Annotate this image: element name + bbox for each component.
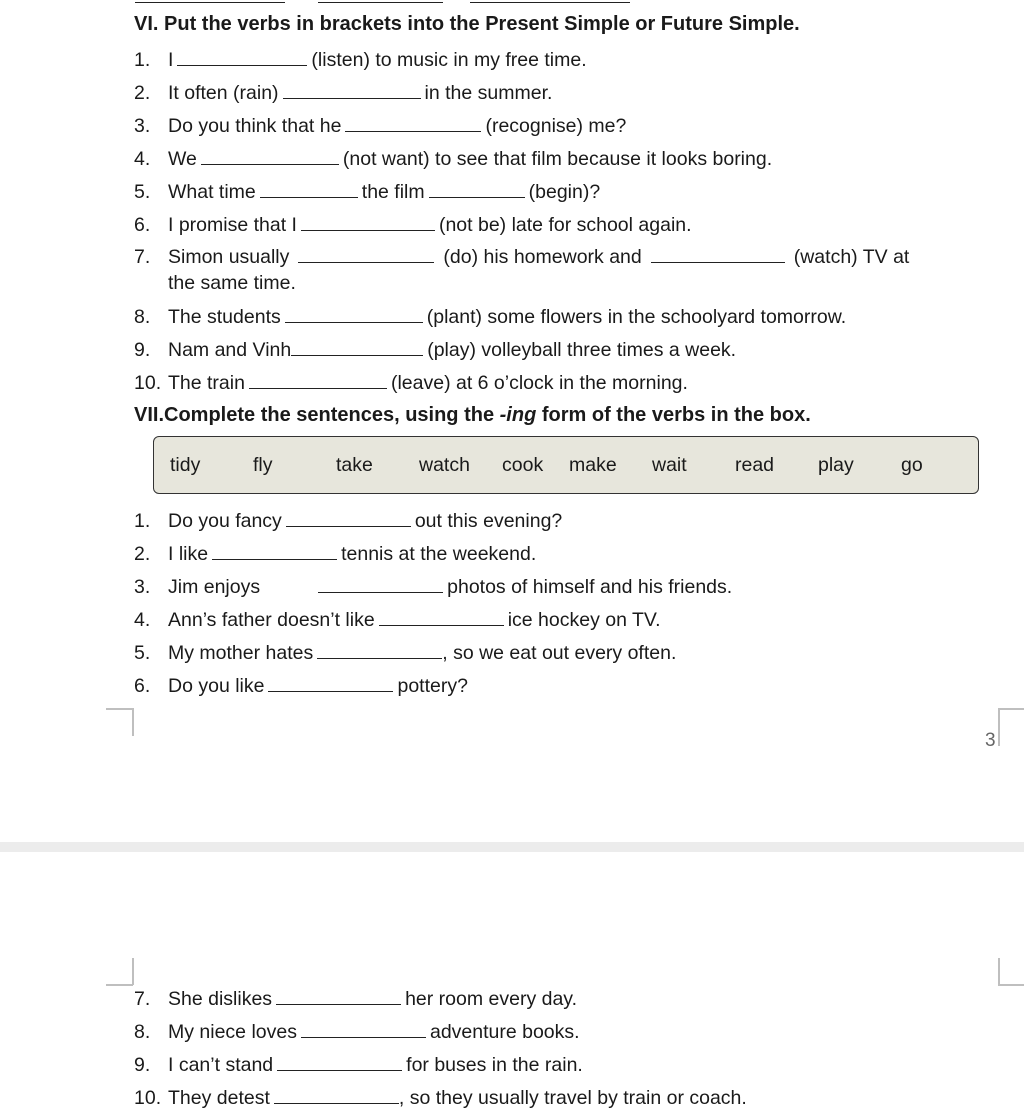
answer-blank[interactable] — [285, 308, 423, 323]
item-text: , so they usually travel by train or coach. — [398, 1087, 747, 1109]
item-text: My mother hates — [168, 642, 314, 664]
item-number: 9. — [134, 339, 151, 361]
item-text: It often (rain) — [168, 82, 279, 104]
heading-text: form of the verbs in the box. — [536, 404, 811, 426]
answer-blank[interactable] — [298, 248, 434, 263]
item-text: Do you like — [168, 675, 265, 697]
exercise-7-item-1 — [134, 509, 562, 533]
answer-blank[interactable] — [301, 1023, 426, 1038]
item-number: 4. — [134, 609, 151, 631]
box-word: make — [569, 454, 617, 476]
exercise-6-item-4 — [134, 147, 772, 171]
answer-blank[interactable] — [268, 677, 393, 692]
exercise-6-item-7 — [134, 245, 1004, 269]
item-text: What time — [168, 181, 256, 203]
page-break — [0, 842, 1024, 852]
exercise-7-item-4 — [134, 608, 661, 632]
margin-corner-mark — [132, 708, 134, 736]
exercise-7-item-9 — [134, 1053, 583, 1077]
margin-corner-mark — [998, 708, 1024, 710]
item-text: I — [168, 49, 174, 71]
item-text: They detest — [168, 1087, 270, 1109]
item-text: (plant) some flowers in the schoolyard tomorrow. — [426, 306, 847, 328]
verb-box — [153, 436, 979, 494]
exercise-6-item-9 — [134, 338, 736, 362]
item-text: in the summer. — [424, 82, 553, 104]
answer-blank[interactable] — [651, 248, 785, 263]
item-number: 1. — [134, 49, 151, 71]
heading-text: VII.Complete the sentences, using the — [134, 404, 500, 426]
item-text: ice hockey on TV. — [507, 609, 661, 631]
item-text: We — [168, 148, 197, 170]
item-number: 8. — [134, 306, 151, 328]
answer-blank[interactable] — [212, 545, 337, 560]
exercise-7-item-6 — [134, 674, 468, 698]
margin-corner-mark — [132, 958, 134, 985]
item-text: , so we eat out every often. — [442, 642, 677, 664]
exercise-7-item-5 — [134, 641, 676, 665]
item-text: (play) volleyball three times a week. — [427, 339, 737, 361]
answer-blank[interactable] — [429, 183, 525, 198]
answer-blank[interactable] — [201, 150, 339, 165]
item-text: the film — [361, 181, 425, 203]
answer-blank[interactable] — [283, 84, 421, 99]
answer-blank[interactable] — [379, 611, 504, 626]
box-word: play — [818, 454, 854, 476]
exercise-7-item-10 — [134, 1086, 747, 1110]
item-number: 10. — [134, 372, 162, 394]
item-text: The students — [168, 306, 281, 328]
answer-blank[interactable] — [276, 990, 401, 1005]
answer-blank[interactable] — [260, 183, 358, 198]
item-number: 10. — [134, 1087, 162, 1109]
item-number: 8. — [134, 1021, 151, 1043]
item-text: (do) his homework and — [443, 246, 642, 268]
box-word: go — [901, 454, 923, 476]
cut-off-line — [470, 0, 630, 3]
item-text: Do you think that he — [168, 115, 342, 137]
exercise-6-item-2 — [134, 81, 552, 105]
exercise-7-item-7 — [134, 987, 577, 1011]
exercise-7-item-2 — [134, 542, 536, 566]
item-number: 6. — [134, 675, 151, 697]
exercise-6-item-1 — [134, 48, 587, 72]
item-text: Jim enjoys — [168, 576, 261, 598]
item-text: (listen) to music in my free time. — [311, 49, 587, 71]
answer-blank[interactable] — [274, 1089, 399, 1104]
answer-blank[interactable] — [317, 644, 442, 659]
answer-blank[interactable] — [249, 374, 387, 389]
item-text: Nam and Vinh — [168, 339, 292, 361]
item-text: out this evening? — [414, 510, 563, 532]
exercise-6-item-7-continued: the same time. — [168, 272, 296, 294]
item-number: 5. — [134, 642, 151, 664]
margin-corner-mark — [998, 708, 1000, 746]
exercise-6-item-6 — [134, 213, 692, 237]
box-word: take — [336, 454, 373, 476]
item-text: I can’t stand — [168, 1054, 274, 1076]
box-word: read — [735, 454, 775, 476]
item-text: (not be) late for school again. — [438, 214, 692, 236]
item-number: 2. — [134, 543, 151, 565]
item-number: 4. — [134, 148, 151, 170]
answer-blank[interactable] — [345, 117, 481, 132]
section-6-heading: VI. Put the verbs in brackets into the Present Simple or Future Simple. — [134, 13, 800, 35]
item-number: 1. — [134, 510, 151, 532]
answer-blank[interactable] — [301, 216, 435, 231]
item-number: 9. — [134, 1054, 151, 1076]
exercise-6-item-3 — [134, 114, 626, 138]
item-text: (begin)? — [528, 181, 601, 203]
cut-off-blank — [318, 0, 443, 3]
margin-corner-mark — [998, 958, 1000, 985]
item-text: pottery? — [397, 675, 468, 697]
cut-off-line — [135, 0, 285, 3]
item-number: 3. — [134, 576, 151, 598]
exercise-6-item-5 — [134, 180, 600, 204]
item-text: for buses in the rain. — [406, 1054, 583, 1076]
exercise-7-item-8 — [134, 1020, 580, 1044]
item-text: photos of himself and his friends. — [447, 576, 733, 598]
margin-corner-mark — [106, 708, 133, 710]
item-number: 7. — [134, 246, 151, 268]
item-text: (watch) TV at — [793, 246, 910, 268]
item-text: her room every day. — [405, 988, 578, 1010]
item-number: 5. — [134, 181, 151, 203]
margin-corner-mark — [106, 984, 133, 986]
answer-blank[interactable] — [277, 1056, 402, 1071]
item-text: My niece loves — [168, 1021, 297, 1043]
box-word: wait — [652, 454, 687, 476]
item-text: (leave) at 6 o’clock in the morning. — [390, 372, 688, 394]
item-text: Do you fancy — [168, 510, 282, 532]
item-number: 6. — [134, 214, 151, 236]
answer-blank[interactable] — [286, 512, 411, 527]
exercise-7-item-3 — [134, 575, 732, 599]
item-text: Simon usually — [168, 246, 290, 268]
item-number: 7. — [134, 988, 151, 1010]
item-text: Ann’s father doesn’t like — [168, 609, 375, 631]
item-text: I promise that I — [168, 214, 297, 236]
box-word: cook — [502, 454, 544, 476]
answer-blank[interactable] — [177, 51, 307, 66]
item-text: The train — [168, 372, 245, 394]
section-7-heading — [134, 404, 811, 427]
box-word: fly — [253, 454, 273, 476]
item-text: (not want) to see that film because it looks boring. — [342, 148, 773, 170]
answer-blank[interactable] — [318, 578, 443, 593]
item-text: tennis at the weekend. — [341, 543, 537, 565]
answer-blank[interactable] — [291, 341, 423, 356]
item-text: adventure books. — [429, 1021, 580, 1043]
item-text: (recognise) me? — [485, 115, 627, 137]
item-number: 2. — [134, 82, 151, 104]
margin-corner-mark — [998, 984, 1024, 986]
item-text: I like — [168, 543, 209, 565]
item-number: 3. — [134, 115, 151, 137]
item-text: She dislikes — [168, 988, 273, 1010]
heading-italic: -ing — [499, 404, 537, 426]
exercise-6-item-10 — [134, 371, 688, 395]
box-word: tidy — [170, 454, 201, 476]
page-number: 3 — [985, 730, 996, 751]
exercise-6-item-8 — [134, 305, 846, 329]
box-word: watch — [419, 454, 470, 476]
